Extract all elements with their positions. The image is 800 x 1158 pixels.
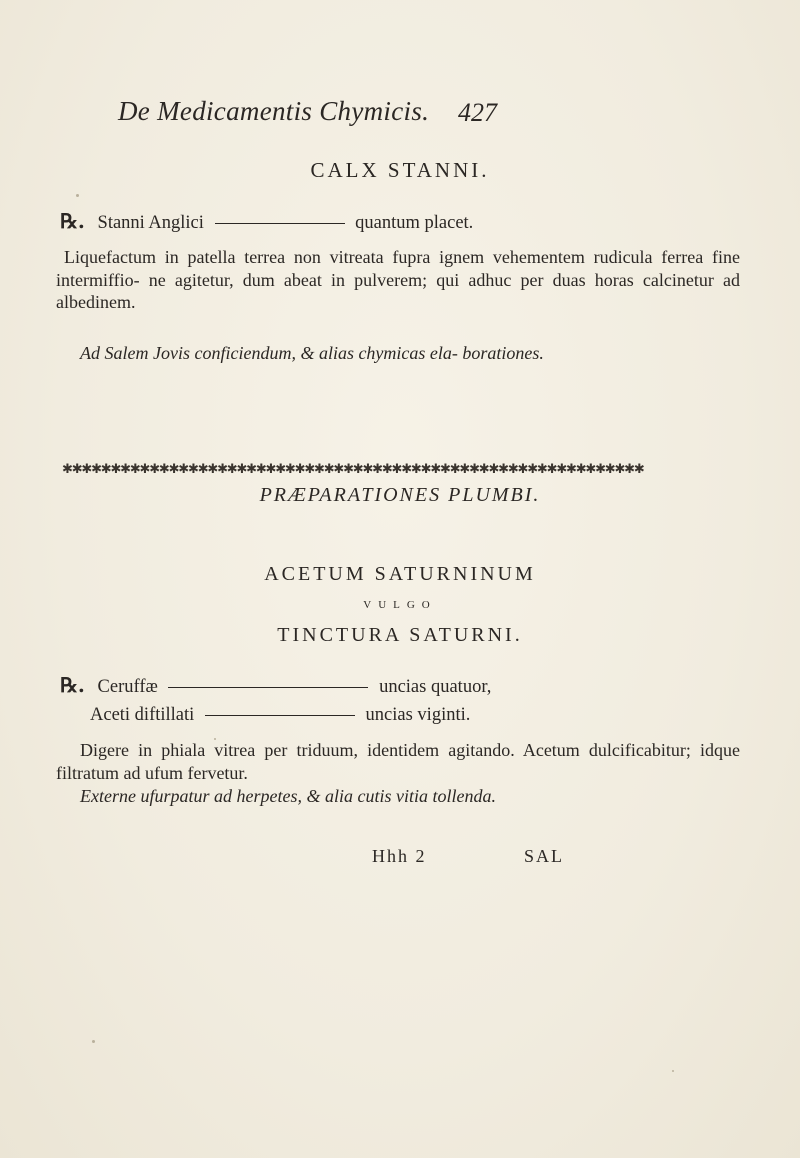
recipe-line-ceruffae bbox=[60, 673, 491, 698]
recipe-line-stanni bbox=[60, 209, 473, 234]
tinctura-heading: TINCTURA SATURNI. bbox=[277, 624, 523, 646]
signature-mark: Hhh 2 bbox=[372, 846, 427, 866]
dash-rule bbox=[168, 687, 368, 688]
ingredient-name: Ceruffæ bbox=[97, 677, 158, 697]
acetum-heading: ACETUM SATURNINUM bbox=[264, 563, 536, 585]
ingredient-name: Aceti diftillati bbox=[90, 705, 195, 725]
catchword: SAL bbox=[524, 846, 565, 866]
running-head bbox=[118, 96, 738, 136]
recipe-symbol: ℞. bbox=[60, 209, 85, 233]
paper-speck bbox=[672, 1070, 674, 1072]
ingredient-quantity: uncias viginti. bbox=[365, 705, 471, 725]
ornament-row: ✱✱✱✱✱✱✱✱✱✱✱✱✱✱✱✱✱✱✱✱✱✱✱✱✱✱✱✱✱✱✱✱✱✱✱✱✱✱✱✱✱✱✱✱✱✱✱✱✱✱✱✱✱✱✱✱✱✱✱✱ bbox=[62, 462, 644, 476]
paper-speck bbox=[92, 1040, 95, 1043]
ingredient-quantity: quantum placet. bbox=[355, 213, 474, 233]
acetum-instructions: Digere in phiala vitrea per triduum, identidem agitando. Acetum dulcificabitur; idque filtratum ad ufum fervetur. bbox=[56, 740, 740, 783]
recipe-line-aceti bbox=[90, 705, 470, 726]
calx-stanni-heading: CALX STANNI. bbox=[310, 158, 490, 182]
vulgo-subheading: VULGO bbox=[363, 599, 437, 611]
praeparationes-title: PRÆPARATIONES PLUMBI. bbox=[259, 484, 541, 506]
running-head-title: De Medicamentis Chymicis. bbox=[118, 96, 430, 126]
page-number: 427 bbox=[458, 98, 497, 127]
paper-speck bbox=[214, 738, 216, 740]
ingredient-name: Stanni Anglici bbox=[97, 213, 204, 233]
calx-instructions: Liquefactum in patella terrea non vitreata fupra ignem vehementem rudicula ferrea fine intermiffio- ne agitetur, dum abeat in pulverem; qui adhuc per duas horas calcinetur ad albedinem. bbox=[56, 247, 740, 312]
ingredient-quantity: uncias quatuor, bbox=[379, 677, 492, 697]
paper-speck bbox=[76, 194, 79, 197]
acetum-usage: Externe ufurpatur ad herpetes, & alia cutis vitia tollenda. bbox=[80, 786, 496, 806]
calx-usage: Ad Salem Jovis conficiendum, & alias chymicas ela- borationes. bbox=[80, 343, 544, 363]
dash-rule bbox=[215, 223, 345, 224]
dash-rule bbox=[205, 715, 355, 716]
recipe-symbol: ℞. bbox=[60, 673, 85, 697]
